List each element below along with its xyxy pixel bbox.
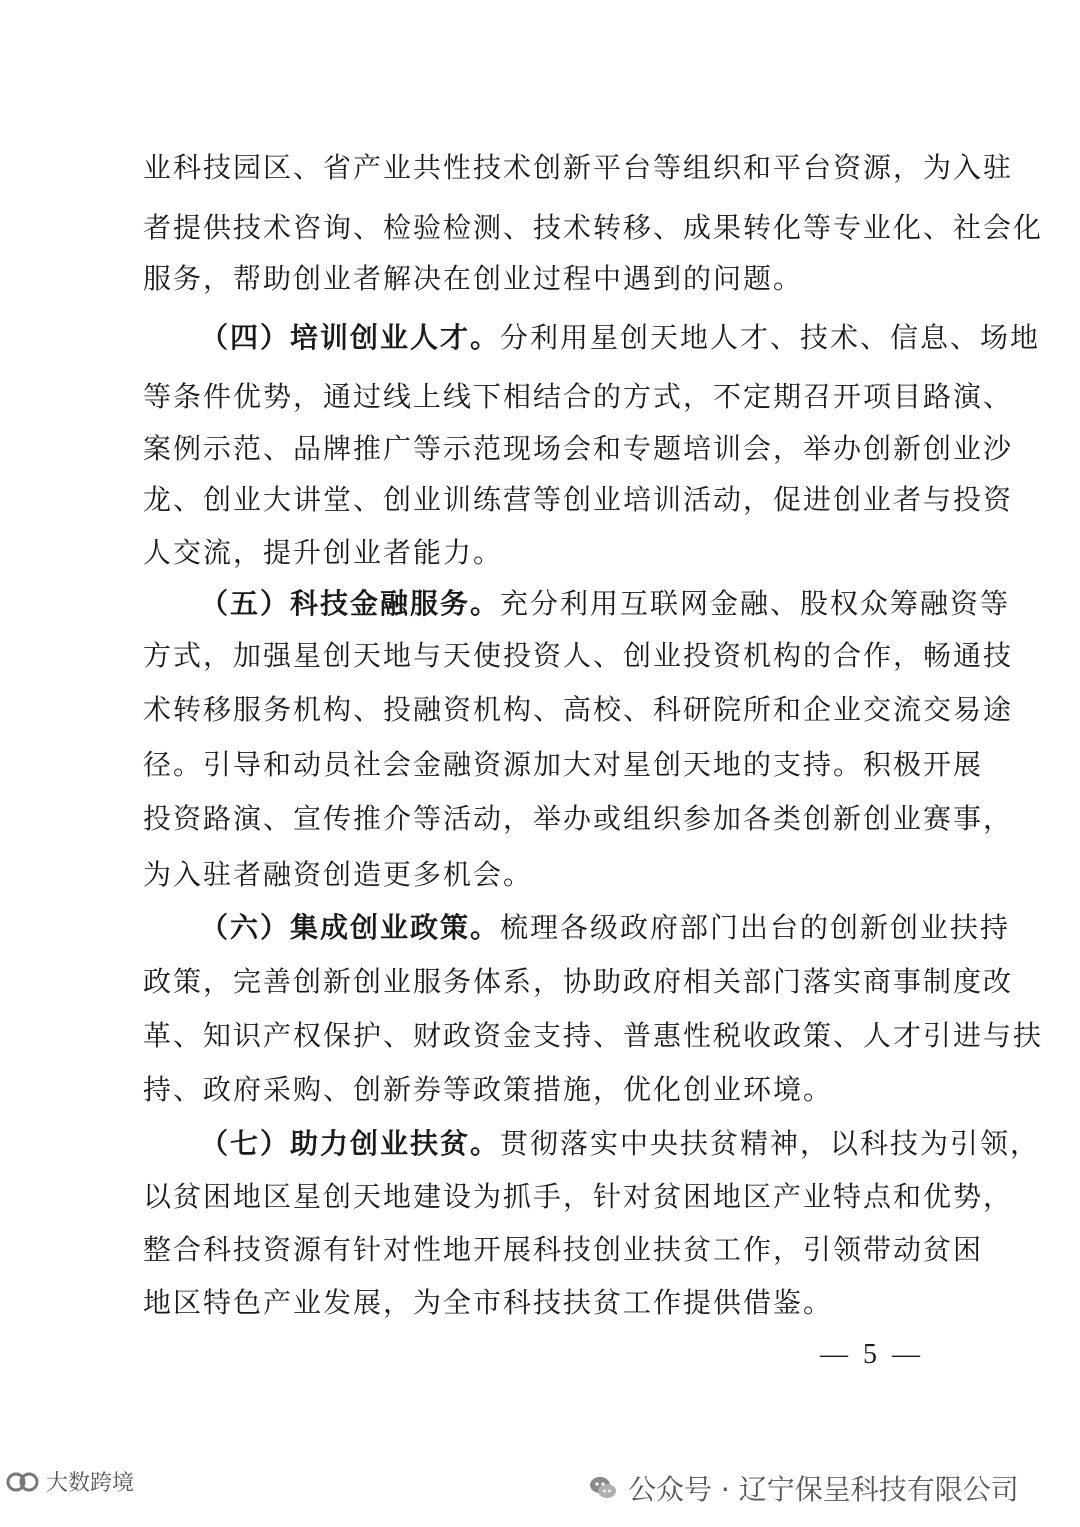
watermark-footer: [0, 1462, 1080, 1512]
paragraph-line: 持、政府采购、创新券等政策措施，优化创业环境。: [143, 1073, 834, 1106]
section-heading-five: （五）科技金融服务。: [200, 587, 501, 620]
paragraph-line: 案例示范、品牌推广等示范现场会和专题培训会，举办创新创业沙: [143, 432, 1014, 465]
page-number: — 5 —: [820, 1339, 924, 1370]
paragraph-line: 革、知识产权保护、财政资金支持、普惠性税收政策、人才引进与扶: [143, 1019, 1044, 1052]
paragraph-line: 者提供技术咨询、检验检测、技术转移、成果转化等专业化、社会化: [143, 211, 1044, 244]
paragraph-line: 等条件优势，通过线上线下相结合的方式，不定期召开项目路演、: [143, 380, 1014, 413]
paragraph-text: 分利用星创天地人才、技术、信息、场地: [500, 321, 1041, 354]
paragraph-line: 政策，完善创新创业服务体系，协助政府相关部门落实商事制度改: [143, 965, 1014, 998]
paragraph-line: 地区特色产业发展，为全市科技扶贫工作提供借鉴。: [143, 1286, 834, 1319]
wechat-icon: [588, 1473, 618, 1503]
paragraph-text: 贯彻落实中央扶贫精神，以科技为引领，: [500, 1127, 1041, 1160]
paragraph-line: 整合科技资源有针对性地开展科技创业扶贫工作，引领带动贫困: [143, 1233, 984, 1266]
paragraph-line: 径。引导和动员社会金融资源加大对星创天地的支持。积极开展: [143, 748, 984, 781]
brand-logo-icon: [6, 1469, 40, 1495]
section-heading-seven: （七）助力创业扶贫。: [200, 1127, 501, 1160]
paragraph-line: 业科技园区、省产业共性技术创新平台等组织和平台资源，为入驻: [143, 151, 1014, 184]
paragraph-line: 为入驻者融资创造更多机会。: [143, 858, 534, 891]
paragraph-line: 服务，帮助创业者解决在创业过程中遇到的问题。: [143, 262, 804, 295]
paragraph-line: 以贫困地区星创天地建设为抓手，针对贫困地区产业特点和优势，: [143, 1180, 1014, 1213]
brand-watermark: [6, 1466, 134, 1497]
paragraph-line: 人交流，提升创业者能力。: [143, 536, 504, 569]
wechat-account-text: 公众号 · 辽宁保呈科技有限公司: [628, 1473, 1019, 1506]
paragraph-line: 术转移服务机构、投融资机构、高校、科研院所和企业交流交易途: [143, 693, 1014, 726]
paragraph-line: 龙、创业大讲堂、创业训练营等创业培训活动，促进创业者与投资: [143, 483, 1014, 516]
paragraph-line: [200, 584, 1011, 624]
section-heading-six: （六）集成创业政策。: [200, 911, 501, 944]
paragraph-line: [200, 908, 1011, 948]
paragraph-line: [200, 1124, 1041, 1164]
paragraph-line: 投资路演、宣传推介等活动，举办或组织参加各类创新创业赛事，: [143, 802, 1014, 835]
section-heading-four: （四）培训创业人才。: [200, 321, 501, 354]
paragraph-line: 方式，加强星创天地与天使投资人、创业投资机构的合作，畅通技: [143, 639, 1014, 672]
wechat-account-watermark: [588, 1468, 1019, 1508]
paragraph-text: 充分利用互联网金融、股权众筹融资等: [500, 587, 1011, 620]
brand-name: 大数跨境: [46, 1471, 135, 1496]
paragraph-text: 梳理各级政府部门出台的创新创业扶持: [500, 911, 1011, 944]
paragraph-line: [200, 318, 1041, 358]
